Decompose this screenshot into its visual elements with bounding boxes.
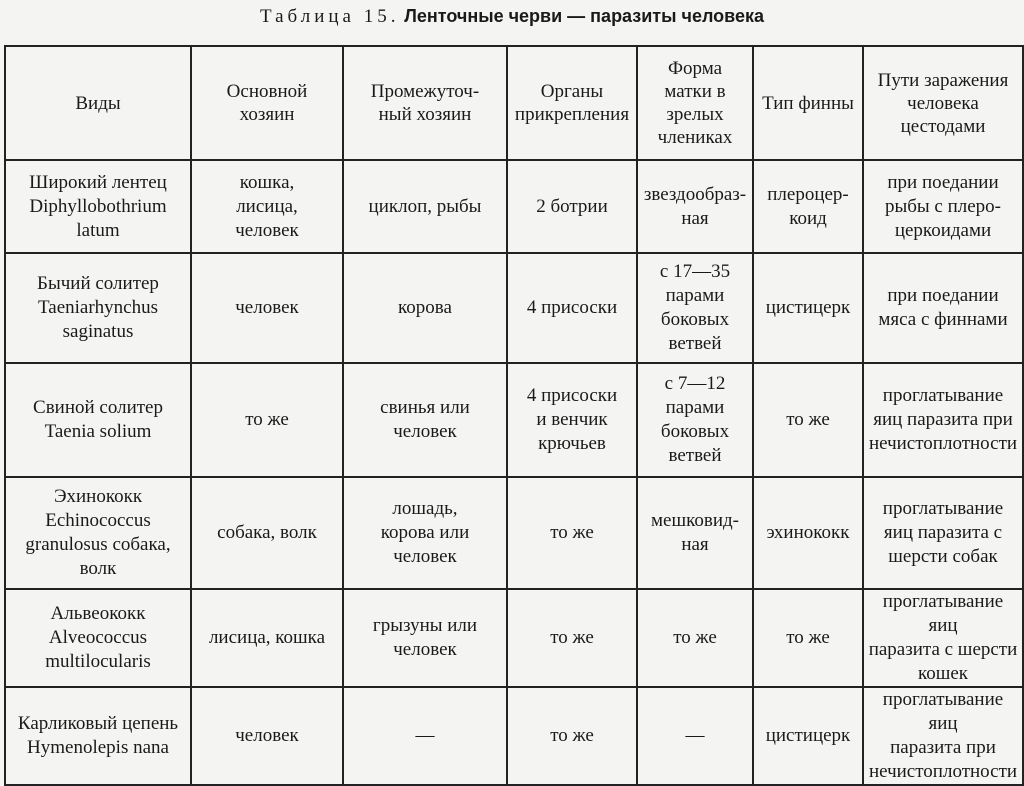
table-cell: 2 ботрии [507, 160, 637, 253]
table-caption [0, 6, 1024, 28]
table-cell: человек [191, 687, 343, 785]
table-cell: кошка, лисица, человек [191, 160, 343, 253]
table-cell: цистицерк [753, 253, 863, 363]
table-cell: с 17—35 парами боковых ветвей [637, 253, 753, 363]
table-row [5, 253, 1023, 363]
header-cell: Форма матки в зрелых члениках [637, 46, 753, 160]
table-cell: 4 присоски [507, 253, 637, 363]
table-cell: проглатывание яиц паразита с шерсти собак [863, 477, 1023, 589]
table-cell: Альвеококк Alveococcus multilocularis [5, 589, 191, 687]
table-row [5, 363, 1023, 477]
table-cell: то же [507, 589, 637, 687]
header-cell: Органы прикрепления [507, 46, 637, 160]
table-cell: цистицерк [753, 687, 863, 785]
table-cell: корова [343, 253, 507, 363]
table-cell: 4 присоски и венчик крючьев [507, 363, 637, 477]
table-cell: лисица, кошка [191, 589, 343, 687]
table-cell: при поедании мяса с финнами [863, 253, 1023, 363]
header-cell: Пути заражения человека цестодами [863, 46, 1023, 160]
header-row [5, 46, 1023, 160]
header-cell: Промежуточ- ный хозяин [343, 46, 507, 160]
table-cell: циклоп, рыбы [343, 160, 507, 253]
table-cell: то же [507, 477, 637, 589]
table-cell: звездообраз- ная [637, 160, 753, 253]
table-cell: проглатывание яиц паразита при нечистоплотности [863, 363, 1023, 477]
table-cell: мешковид- ная [637, 477, 753, 589]
table-cell: эхинококк [753, 477, 863, 589]
table-cell: человек [191, 253, 343, 363]
table-cell: Свиной солитер Taenia solium [5, 363, 191, 477]
table-cell: то же [507, 687, 637, 785]
table-row [5, 589, 1023, 687]
tapeworm-table [4, 45, 1024, 786]
table-cell: свинья или человек [343, 363, 507, 477]
table-cell: то же [753, 363, 863, 477]
table-cell: то же [753, 589, 863, 687]
table-row [5, 687, 1023, 785]
table-cell: то же [191, 363, 343, 477]
table-cell: — [343, 687, 507, 785]
table-cell: с 7—12 парами боковых ветвей [637, 363, 753, 477]
caption-title: Ленточные черви — паразиты человека [404, 6, 765, 26]
table-cell: плероцер- коид [753, 160, 863, 253]
table-cell: собака, волк [191, 477, 343, 589]
table-cell: проглатывание яиц паразита при нечистоплотности [863, 687, 1023, 785]
table-row [5, 160, 1023, 253]
table-cell: Широкий лентец Diphyllobothrium latum [5, 160, 191, 253]
table-cell: то же [637, 589, 753, 687]
table-cell: Бычий солитер Taeniarhynchus saginatus [5, 253, 191, 363]
caption-number: Таблица 15. [259, 6, 400, 27]
table-cell: лошадь, корова или человек [343, 477, 507, 589]
table-cell: Карликовый цепень Hymenolepis nana [5, 687, 191, 785]
header-cell: Тип финны [753, 46, 863, 160]
header-cell: Основной хозяин [191, 46, 343, 160]
table-cell: при поедании рыбы с плеро- церкоидами [863, 160, 1023, 253]
table-row [5, 477, 1023, 589]
table-cell: Эхинококк Echinococcus granulosus собака, волк [5, 477, 191, 589]
header-cell: Виды [5, 46, 191, 160]
table-cell: проглатывание яиц паразита с шерсти кошек [863, 589, 1023, 687]
table-cell: грызуны или человек [343, 589, 507, 687]
table-cell: — [637, 687, 753, 785]
